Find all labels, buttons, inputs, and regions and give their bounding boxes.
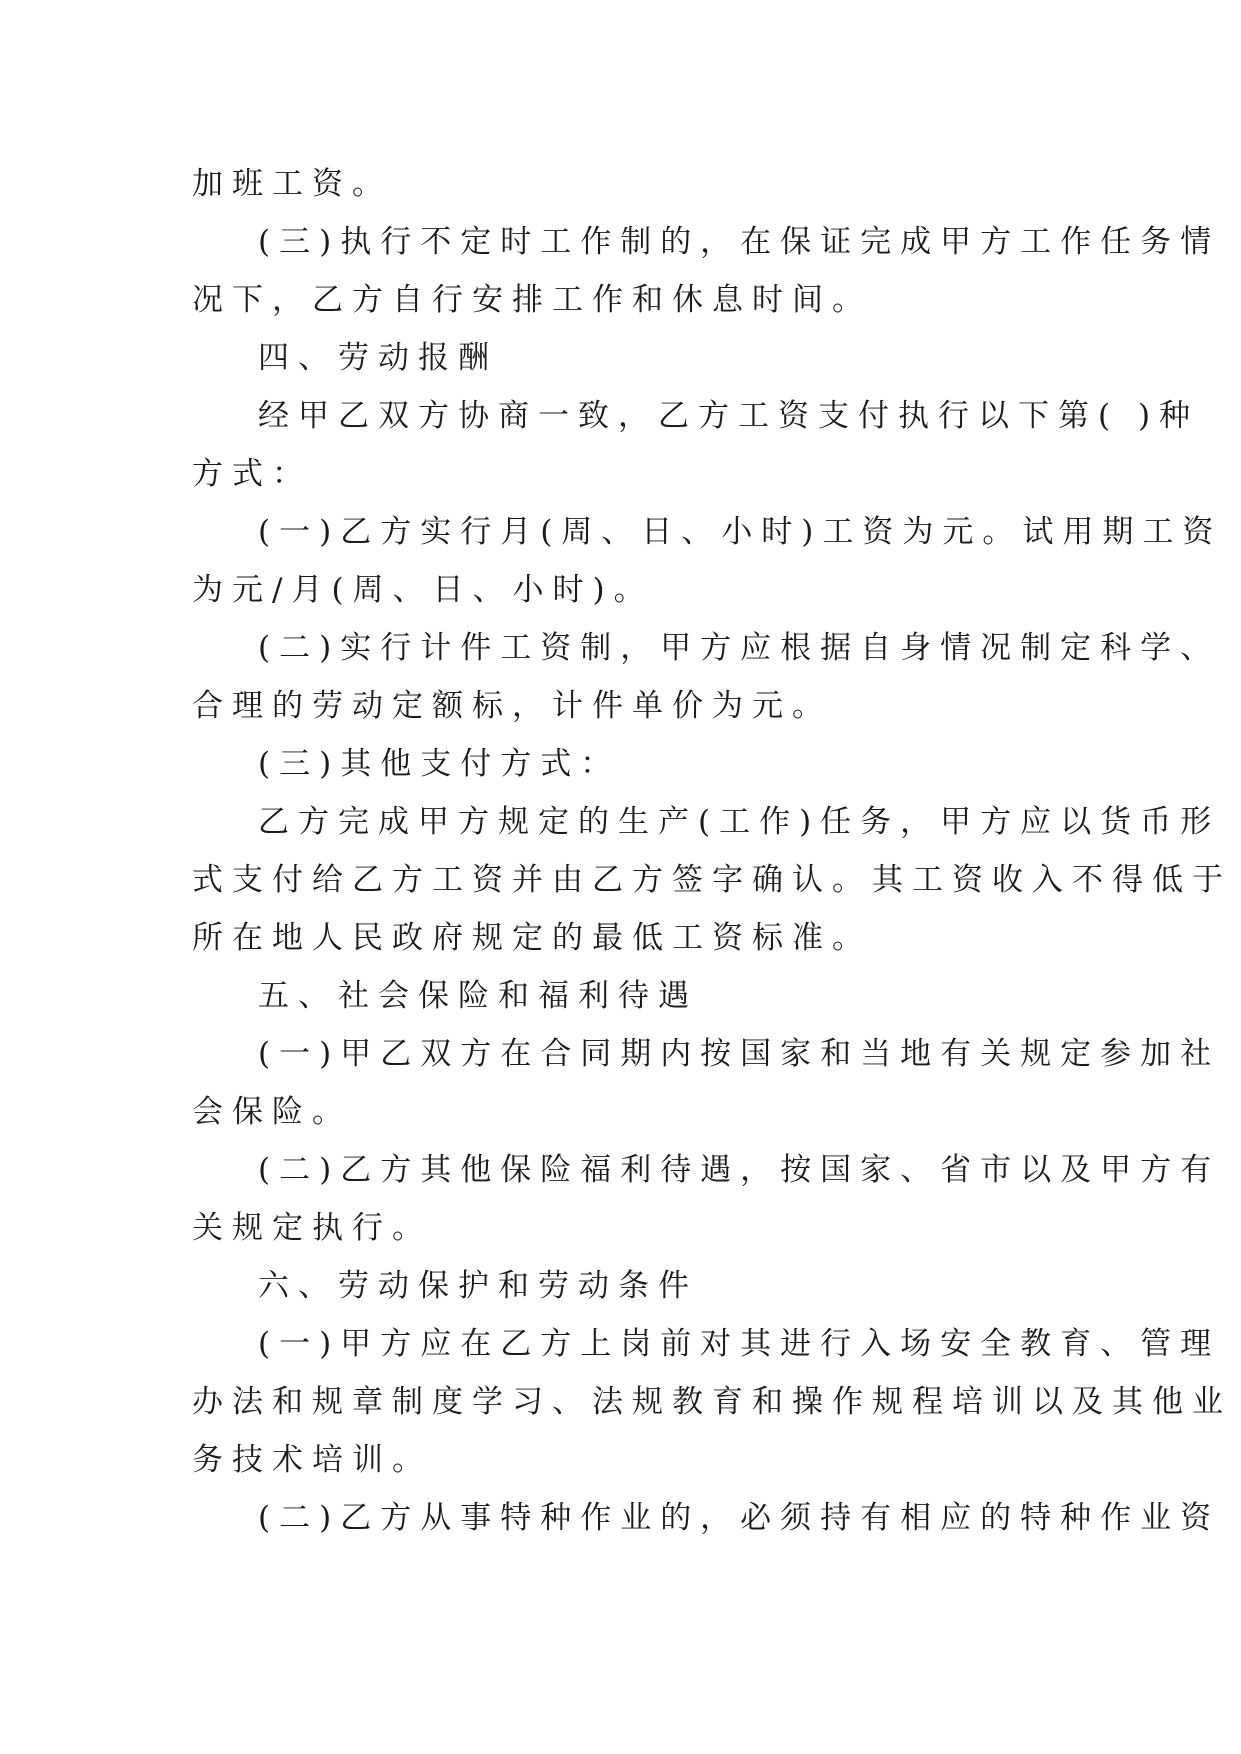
text-line: 为元/月(周、日、小时)。 xyxy=(192,572,654,608)
text-line: 关规定执行。 xyxy=(192,1210,432,1246)
text-line: (三)其他支付方式： xyxy=(258,746,621,782)
text-line: (二)实行计件工资制，甲方应根据自身情况制定科学、 xyxy=(258,630,1221,666)
text-line: 务技术培训。 xyxy=(192,1442,432,1478)
text-line: 加班工资。 xyxy=(192,166,392,202)
text-line: 合理的劳动定额标，计件单价为元。 xyxy=(192,688,832,724)
text-line: (一)甲方应在乙方上岗前对其进行入场安全教育、管理 xyxy=(258,1326,1221,1362)
text-line: 经甲乙双方协商一致，乙方工资支付执行以下第( )种 xyxy=(258,398,1200,434)
text-line: (一)甲乙双方在合同期内按国家和当地有关规定参加社 xyxy=(258,1036,1221,1072)
text-line: (三)执行不定时工作制的，在保证完成甲方工作任务情 xyxy=(258,224,1221,260)
text-line: (二)乙方其他保险福利待遇，按国家、省市以及甲方有 xyxy=(258,1152,1221,1188)
document-body xyxy=(192,155,1232,1547)
text-line: (二)乙方从事特种作业的，必须持有相应的特种作业资 xyxy=(258,1500,1221,1536)
text-line: 方式： xyxy=(192,456,312,492)
section-heading: 六、劳动保护和劳动条件 xyxy=(258,1268,698,1304)
text-line: 所在地人民政府规定的最低工资标准。 xyxy=(192,920,872,956)
text-line: 况下，乙方自行安排工作和休息时间。 xyxy=(192,282,872,318)
text-line: 式支付给乙方工资并由乙方签字确认。其工资收入不得低于 xyxy=(192,862,1232,898)
text-line: 乙方完成甲方规定的生产(工作)任务，甲方应以货币形 xyxy=(258,804,1221,840)
text-line: 会保险。 xyxy=(192,1094,352,1130)
text-line: (一)乙方实行月(周、日、小时)工资为元。试用期工资 xyxy=(258,514,1223,550)
section-heading: 五、社会保险和福利待遇 xyxy=(258,978,698,1014)
text-line: 办法和规章制度学习、法规教育和操作规程培训以及其他业 xyxy=(192,1384,1232,1420)
section-heading: 四、劳动报酬 xyxy=(258,340,498,376)
